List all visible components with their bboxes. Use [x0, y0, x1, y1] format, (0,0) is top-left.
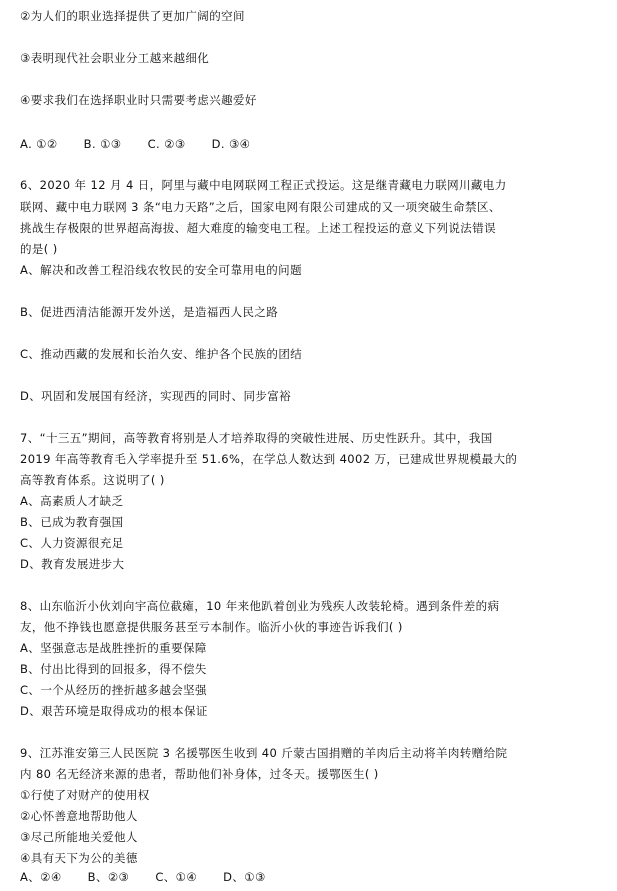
q6-option-c: C、推动西藏的发展和长治久安、维护各个民族的团结: [20, 347, 303, 361]
q6-stem-line-1: 6、2020 年 12 月 4 日，阿里与藏中电网联网工程正式投运。这是继青藏电力联网川藏电力: [20, 178, 507, 192]
q6-option-b: B、促进西清洁能源开发外送，是造福西人民之路: [20, 305, 279, 319]
q6-stem-line-3: 挑战生存极限的世界超高海拔、超大难度的输变电工程。上述工程投运的意义下列说法错误: [20, 221, 496, 235]
q5-item-4: ④要求我们在选择职业时只需要考虑兴趣爱好: [20, 93, 257, 107]
q7-option-a: A、高素质人才缺乏: [20, 494, 124, 508]
q5-item-2: ②为人们的职业选择提供了更加广阔的空间: [20, 9, 245, 23]
q9-option-c: C、①④: [155, 870, 198, 884]
q5-option-a: A. ①②: [20, 137, 58, 151]
q8-option-a: A、坚强意志是战胜挫折的重要保障: [20, 641, 207, 655]
q6-stem-line-4: 的是( ): [20, 242, 58, 256]
q7-option-b: B、已成为教育强国: [20, 515, 124, 529]
q8-option-d: D、艰苦环境是取得成功的根本保证: [20, 704, 208, 718]
q8-stem-line-1: 8、山东临沂小伙刘向宇高位截瘫，10 年来他趴着创业为残疾人改装轮椅。遇到条件差的病: [20, 599, 500, 613]
q7-stem-line-2: 2019 年高等教育毛入学率提升至 51.6%，在学总人数达到 4002 万，已建成世界规模最大的: [20, 452, 518, 466]
q7-option-d: D、教育发展进步大: [20, 557, 125, 571]
q5-option-b: B. ①③: [83, 137, 122, 151]
q9-option-b: B、②③: [87, 870, 130, 884]
q5-option-d: D. ③④: [211, 137, 251, 151]
q7-stem-line-3: 高等教育体系。这说明了( ): [20, 473, 165, 487]
q6-option-a: A、解决和改善工程沿线农牧民的安全可靠用电的问题: [20, 263, 302, 277]
q9-stem-line-2: 内 80 名无经济来源的患者，帮助他们补身体，过冬天。援鄂医生( ): [20, 767, 379, 781]
q9-stem-line-1: 9、江苏淮安第三人民医院 3 名援鄂医生收到 40 斤蒙古国捐赠的羊肉后主动将羊肉转赠给院: [20, 746, 508, 760]
q8-option-c: C、一个从经历的挫折越多越会坚强: [20, 683, 207, 697]
q6-stem-line-2: 联网、藏中电力联网 3 条“电力天路”之后，国家电网有限公司建成的又一项突破生命禁区、: [20, 200, 501, 214]
q7-option-c: C、人力资源很充足: [20, 536, 124, 550]
q7-stem-line-1: 7、“十三五”期间，高等教育将别是人才培养取得的突破性进展、历史性跃升。其中，我国: [20, 431, 493, 445]
q5-option-c: C. ②③: [147, 137, 186, 151]
q9-option-d: D、①③: [223, 870, 266, 884]
q8-option-b: B、付出比得到的回报多，得不偿失: [20, 662, 207, 676]
q9-item-3: ③尽己所能地关爱他人: [20, 830, 138, 844]
q8-stem-line-2: 友，他不挣钱也愿意提供服务甚至亏本制作。临沂小伙的事迹告诉我们( ): [20, 620, 403, 634]
q5-item-3: ③表明现代社会职业分工越来越细化: [20, 51, 210, 65]
q9-item-4: ④具有天下为公的美德: [20, 851, 138, 865]
q6-option-d: D、巩固和发展国有经济，实现西的同时、同步富裕: [20, 389, 292, 403]
q9-option-a: A、②④: [20, 870, 62, 884]
q5-options: [20, 137, 250, 152]
q9-item-2: ②心怀善意地帮助他人: [20, 809, 138, 823]
q9-item-1: ①行使了对财产的使用权: [20, 788, 150, 802]
q9-options: [20, 870, 266, 885]
